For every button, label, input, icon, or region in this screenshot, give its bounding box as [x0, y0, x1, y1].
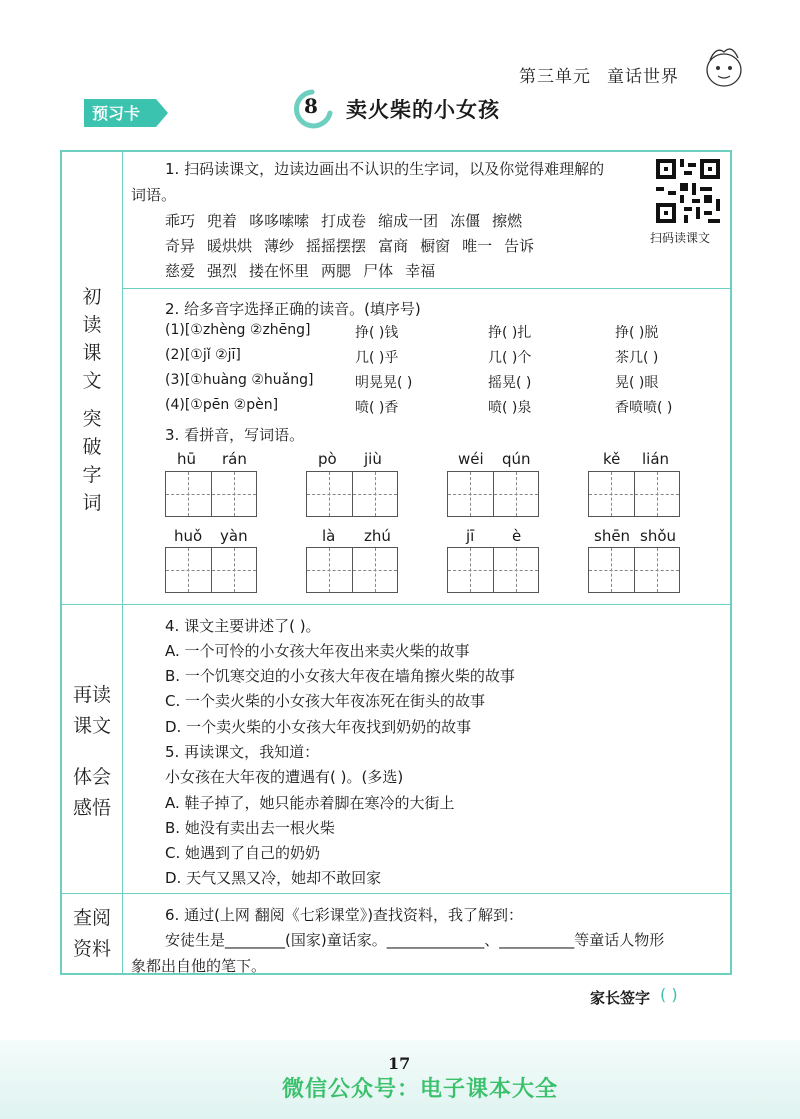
label-column-divider: [122, 151, 123, 974]
q1-word-row-2: [165, 235, 546, 256]
word: 尸体: [363, 262, 394, 280]
q2-options: (4)[①pēn ②pèn]: [165, 397, 279, 413]
word: 唯一: [462, 237, 493, 255]
word: 慈爱: [165, 262, 196, 280]
word: 缩成一团: [378, 212, 439, 230]
word: 强烈: [207, 262, 238, 280]
label-char: 突: [82, 408, 102, 430]
label-char: 破: [82, 436, 102, 458]
section-label-research: [66, 903, 118, 965]
pinyin: yàn: [220, 527, 248, 545]
writing-grid[interactable]: [447, 471, 539, 517]
pinyin: zhú: [364, 527, 391, 545]
pinyin: è: [512, 527, 522, 545]
q2-row: [165, 347, 725, 367]
mascot-icon: [702, 44, 746, 90]
q2-row: [165, 397, 725, 417]
label-line: 查阅: [72, 907, 111, 929]
q2-options: (2)[①jǐ ②jī]: [165, 347, 241, 363]
writing-grid[interactable]: [165, 547, 257, 593]
q1-word-row-1: [165, 210, 534, 231]
q4-option-c[interactable]: C. 一个卖火柴的小女孩大年夜冻死在街头的故事: [165, 692, 486, 710]
word: 薄纱: [264, 237, 295, 255]
parent-signature-field[interactable]: ( ): [660, 985, 678, 1004]
q4-option-d[interactable]: D. 一个卖火柴的小女孩大年夜找到奶奶的故事: [165, 718, 472, 736]
writing-grid[interactable]: [165, 471, 257, 517]
pinyin: kě: [603, 450, 621, 468]
q3-title: 3. 看拼音，写词语。: [165, 426, 305, 444]
q5-option-d[interactable]: D. 天气又黑又冷，她却不敢回家: [165, 869, 382, 887]
pinyin: hū: [177, 450, 197, 468]
label-line: 体会: [72, 766, 111, 788]
q2-blank[interactable]: 晃( )眼: [615, 375, 659, 391]
word: 富商: [378, 237, 409, 255]
q2-blank[interactable]: 茶几( ): [615, 350, 659, 366]
q2-row: [165, 372, 725, 392]
label-char: 词: [82, 492, 102, 514]
q2-blank[interactable]: 喷( )香: [355, 400, 399, 416]
word: 暖烘烘: [207, 237, 253, 255]
spacer: [74, 395, 110, 405]
word: 橱窗: [420, 237, 451, 255]
q2-blank[interactable]: 明晃晃( ): [355, 375, 413, 391]
word: 打成卷: [321, 212, 367, 230]
pinyin: shǒu: [640, 527, 677, 545]
label-char: 读: [82, 314, 102, 336]
word: 告诉: [504, 237, 535, 255]
q2-row: [165, 322, 725, 342]
q1-word-row-3: [165, 260, 447, 281]
spacer: [66, 742, 118, 762]
q5-option-c[interactable]: C. 她遇到了自己的奶奶: [165, 844, 321, 862]
parent-signature-label: 家长签字: [590, 989, 651, 1007]
pinyin: qún: [502, 450, 531, 468]
pinyin: rán: [222, 450, 247, 468]
q2-blank[interactable]: 挣( )脱: [615, 325, 659, 341]
q2-blank[interactable]: 摇晃( ): [488, 375, 532, 391]
q2-blank[interactable]: 几( )个: [488, 350, 532, 366]
lesson-title: 卖火柴的小女孩: [346, 98, 500, 122]
q1-text-line1: 1. 扫码读课文，边读边画出不认识的生字词，以及你觉得难理解的: [165, 160, 605, 178]
q5-option-b[interactable]: B. 她没有卖出去一根火柴: [165, 819, 335, 837]
preview-card-label: 预习卡: [92, 104, 141, 123]
label-line: 再读: [72, 684, 111, 706]
pinyin: jiù: [364, 450, 382, 468]
q4-title: 4. 课文主要讲述了( )。: [165, 617, 321, 635]
page-number: 17: [388, 1054, 411, 1073]
q4-option-b[interactable]: B. 一个饥寒交迫的小女孩大年夜在墙角擦火柴的故事: [165, 667, 515, 685]
pinyin: huǒ: [174, 527, 203, 545]
q2-blank[interactable]: 挣( )扎: [488, 325, 532, 341]
word: 乖巧: [165, 212, 196, 230]
writing-grid[interactable]: [306, 471, 398, 517]
lesson-number: 8: [304, 94, 318, 118]
q2-blank[interactable]: 香喷喷( ): [615, 400, 673, 416]
pinyin: là: [322, 527, 336, 545]
word: 摇摇摆摆: [306, 237, 367, 255]
label-line: 资料: [72, 938, 111, 960]
section-label-second-reading: [66, 680, 118, 824]
q5-option-a[interactable]: A. 鞋子掉了，她只能赤着脚在寒冷的大街上: [165, 794, 455, 812]
writing-grid[interactable]: [588, 471, 680, 517]
q1-text-line2: 词语。: [131, 186, 177, 204]
label-char: 字: [82, 464, 102, 486]
q2-title: 2. 给多音字选择正确的读音。(填序号): [165, 300, 421, 318]
word: 幸福: [405, 262, 436, 280]
word: 奇异: [165, 237, 196, 255]
label-char: 文: [82, 370, 102, 392]
unit-theme: 童话世界: [607, 67, 679, 87]
unit-label: 第三单元: [519, 67, 591, 87]
label-line: 课文: [72, 715, 111, 737]
writing-grid[interactable]: [306, 547, 398, 593]
word: 哆哆嗦嗦: [249, 212, 310, 230]
unit-heading: [519, 62, 695, 87]
word: 擦燃: [492, 212, 523, 230]
qr-code-label: 扫码读课文: [650, 231, 711, 245]
q4-option-a[interactable]: A. 一个可怜的小女孩大年夜出来卖火柴的故事: [165, 642, 470, 660]
pinyin: pò: [318, 450, 337, 468]
pinyin: lián: [642, 450, 670, 468]
q2-blank[interactable]: 喷( )泉: [488, 400, 532, 416]
writing-grid[interactable]: [588, 547, 680, 593]
pinyin: shēn: [594, 527, 631, 545]
footer-watermark: 微信公众号：电子课本大全: [282, 1077, 559, 1102]
q5-title: 5. 再读课文，我知道：: [165, 743, 320, 761]
section-label-first-reading: [74, 283, 110, 517]
section-divider: [61, 893, 731, 894]
q2-blank[interactable]: 挣( )钱: [355, 325, 399, 341]
pinyin: wéi: [458, 450, 484, 468]
pinyin: jī: [466, 527, 475, 545]
word: 搂在怀里: [249, 262, 310, 280]
word: 两腮: [321, 262, 352, 280]
q2-options: (3)[①huàng ②huǎng]: [165, 372, 314, 388]
q5-subquestion: 小女孩在大年夜的遭遇有( )。(多选): [165, 768, 404, 786]
section-divider: [61, 604, 731, 605]
question-divider: [123, 288, 731, 289]
q2-blank[interactable]: 几( )乎: [355, 350, 399, 366]
word: 兜着: [207, 212, 238, 230]
writing-grid[interactable]: [447, 547, 539, 593]
label-line: 感悟: [72, 797, 111, 819]
q2-options: (1)[①zhèng ②zhēng]: [165, 322, 311, 338]
q6-line2[interactable]: 安徒生是________(国家)童话家。_____________、__________等童话人物形: [165, 931, 665, 949]
q6-line1: 6. 通过(上网 翻阅《七彩课堂》)查找资料，我了解到：: [165, 906, 524, 924]
label-char: 初: [82, 286, 102, 308]
q6-line3: 象都出自他的笔下。: [131, 957, 267, 975]
word: 冻僵: [450, 212, 481, 230]
label-char: 课: [82, 342, 102, 364]
qr-code-icon[interactable]: [656, 159, 720, 223]
